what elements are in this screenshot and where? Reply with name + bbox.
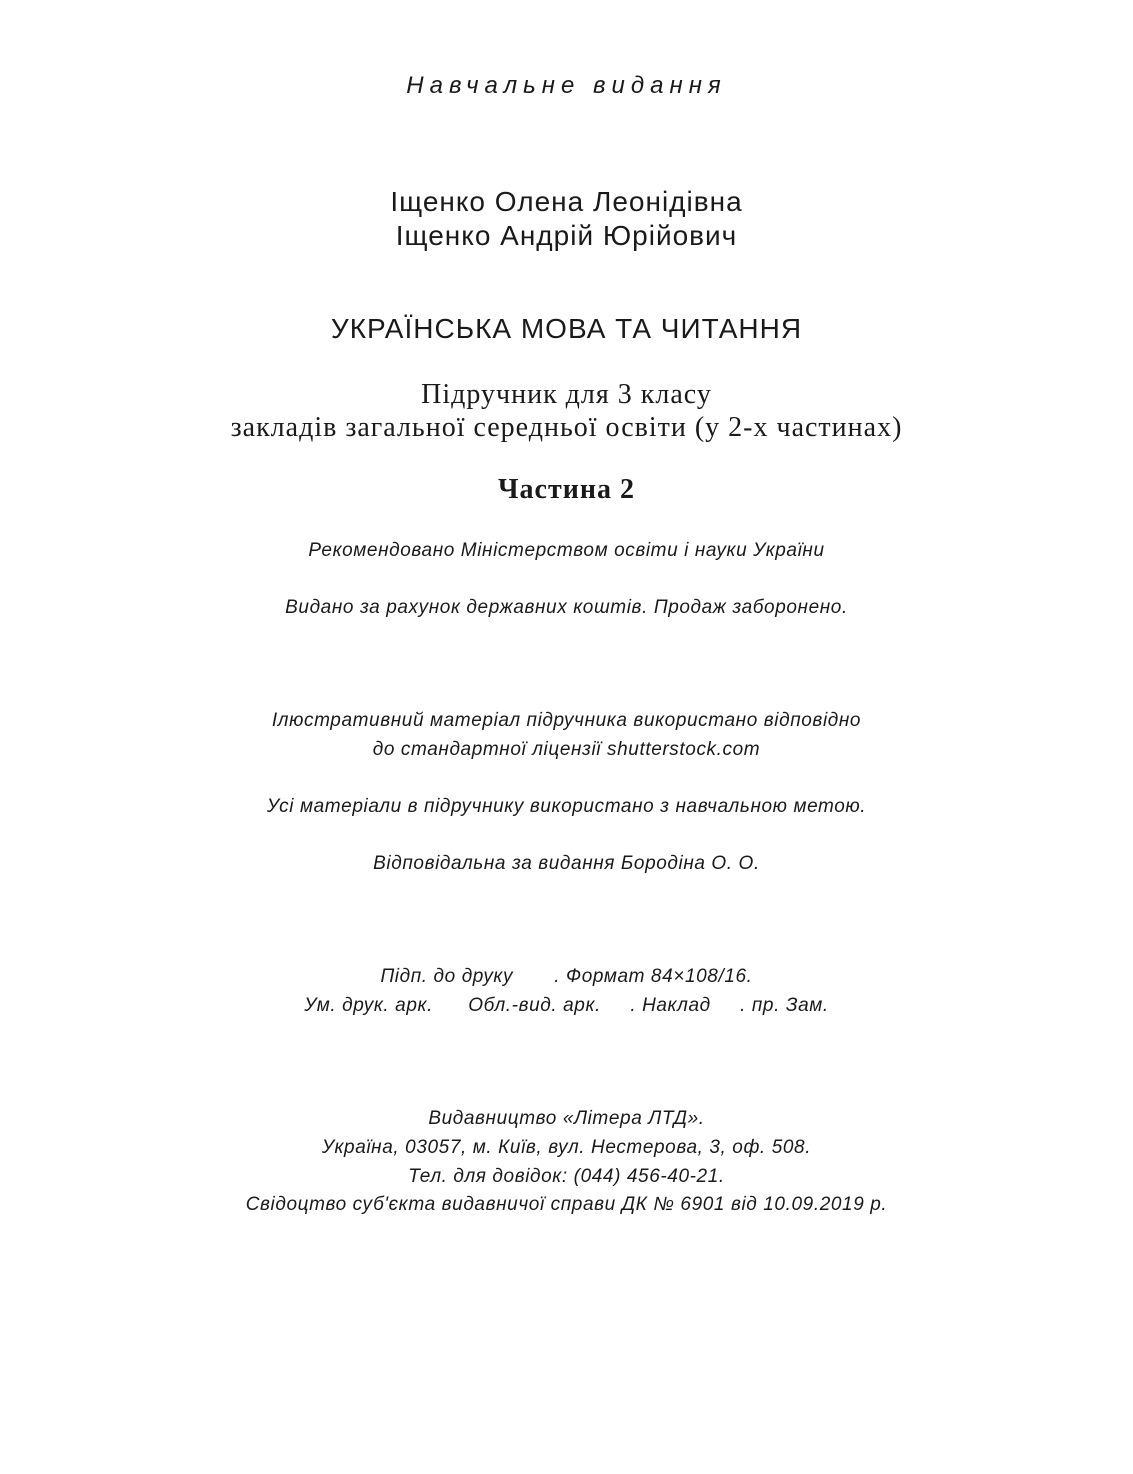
author-name: Іщенко Андрій Юрійович <box>395 220 738 251</box>
book-subtitle: Підручник для 3 класу <box>421 379 712 410</box>
recommendation-notice: Рекомендовано Міністерством освіти і науки України <box>308 540 825 561</box>
print-details: Ум. друк. арк. Обл.-вид. арк. . Наклад . пр. Зам. <box>304 995 829 1016</box>
publisher-phone: Тел. для довідок: (044) 456-40-21. <box>408 1166 725 1187</box>
book-title: УКРАЇНСЬКА МОВА ТА ЧИТАННЯ <box>330 313 803 344</box>
book-subtitle: закладів загальної середньої освіти (у 2-х частинах) <box>230 412 903 443</box>
illustrations-notice: до стандартної ліцензії shutterstock.com <box>372 739 761 760</box>
series-label: Навчальне видання <box>406 72 727 99</box>
print-details: Підп. до друку . Формат 84×108/16. <box>380 966 753 987</box>
publisher-name: Видавництво «Літера ЛТД». <box>428 1108 705 1129</box>
educational-use-notice: Усі матеріали в підручнику використано з навчальною метою. <box>266 796 867 817</box>
author-name: Іщенко Олена Леонідівна <box>390 186 743 217</box>
responsible-editor: Відповідальна за видання Бородіна О. О. <box>373 853 760 874</box>
publisher-certificate: Свідоцтво суб'єкта видавничої справи ДК № 6901 від 10.09.2019 р. <box>245 1194 888 1215</box>
free-distribution-notice: Видано за рахунок державних коштів. Продаж заборонено. <box>285 597 848 618</box>
illustrations-notice: Ілюстративний матеріал підручника використано відповідно <box>271 710 862 731</box>
part-number: Частина 2 <box>498 474 635 505</box>
publisher-address: Україна, 03057, м. Київ, вул. Нестерова, 3, оф. 508. <box>321 1137 812 1158</box>
